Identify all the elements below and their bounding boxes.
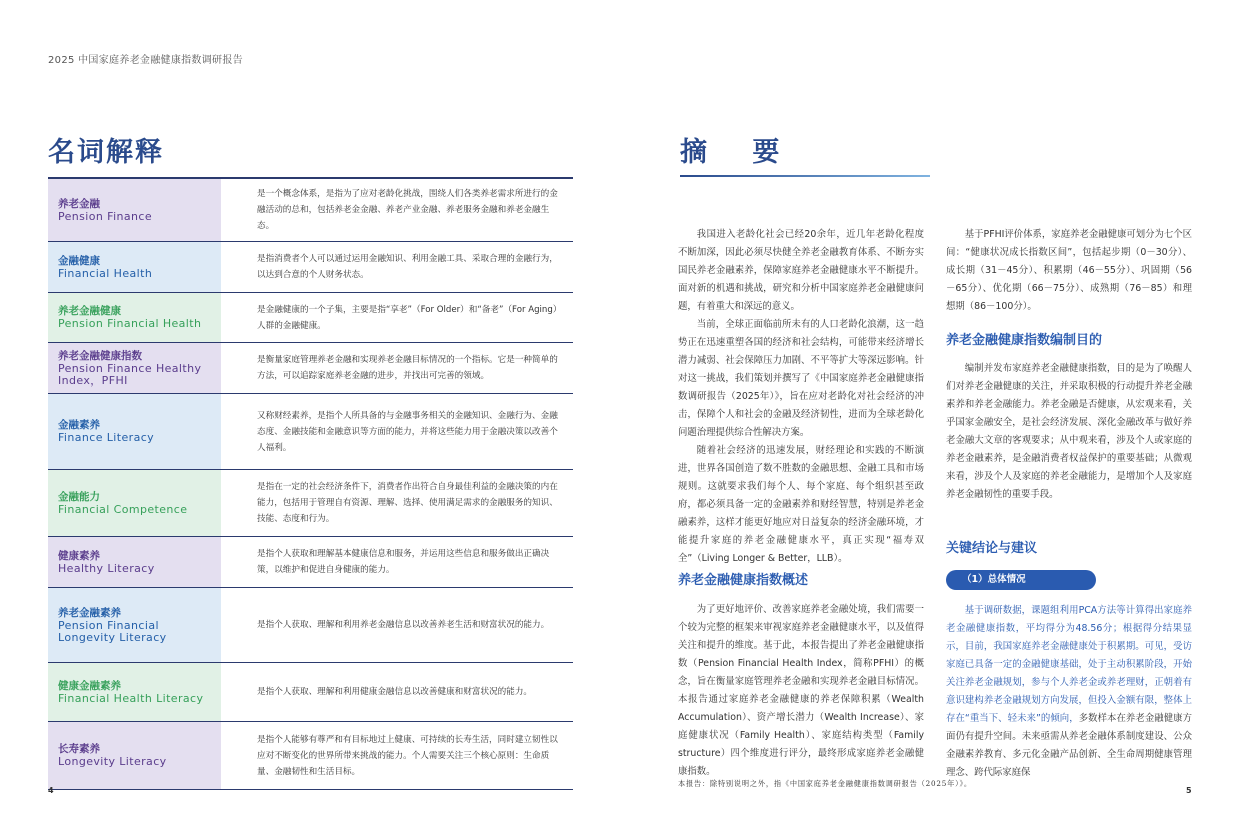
- term-cell: [48, 537, 221, 587]
- footnote: 本报告：除特别说明之外，指《中国家庭养老金融健康指数调研报告（2025年）》。: [678, 779, 972, 788]
- term-definition: 是指个人获取和理解基本健康信息和服务，并运用这些信息和服务做出正确决策，以维护和促进自身健康的能力。: [257, 549, 550, 575]
- term-cell: [48, 394, 221, 469]
- glossary-title: 名词解释: [48, 137, 164, 168]
- glossary-row: [48, 537, 573, 588]
- intro-paragraph-1: 我国进入老龄化社会已经20余年，近几年老龄化程度不断加深，因此必须尽快健全养老金融教育体系、不断夯实国民养老金融素养，保障家庭养老金融健康水平不断提升。面对新的机遇和挑战，研究和分析中国家庭养老金融健康问题，有着重大和深远的意义。: [678, 229, 924, 312]
- section-heading-conclusions: 关键结论与建议: [946, 541, 1038, 556]
- purpose-paragraph: 编制并发布家庭养老金融健康指数，目的是为了唤醒人们对养老金融健康的关注，并采取积极的行动提升养老金融素养和养老金融能力。养老金融是否健康，从宏观来看，关乎国家金融安全，是社会经济发展、深化金融改革与做好养老金融大文章的客观要求；从中观来看，涉及个人或家庭的养老金融素养，是金融消费者权益保护的重要基础；从微观来看，涉及个人及家庭的养老金融能力，是增加个人及家庭养老金融韧性的重要手段。: [946, 363, 1192, 500]
- title-underline: [680, 175, 930, 177]
- term-definition: 是指消费者个人可以通过运用金融知识、利用金融工具、采取合理的金融行为，以达到合意的个人财务状态。: [257, 254, 558, 280]
- term-english: Financial Competence: [58, 502, 188, 516]
- glossary-row: [48, 394, 573, 470]
- term-cell: [48, 588, 221, 662]
- term-chinese: 金融健康: [58, 254, 100, 267]
- glossary-table: [48, 177, 573, 790]
- term-chinese: 健康金融素养: [58, 679, 121, 692]
- term-english: Pension Financial Health: [58, 317, 202, 330]
- term-definition: 是指个人获取、理解和利用养老金融信息以改善养老生活和财富状况的能力。: [257, 620, 550, 630]
- term-chinese: 金融能力: [58, 490, 100, 503]
- overall-situation-pill: （1）总体情况: [946, 570, 1096, 590]
- conclusion-rest: 多数样本在养老金融健康方面仍有提升空间。未来亟需从养老金融体系制度建设、公众金融素养教育、多元化金融产品创新、全生命周期健康管理理念、跨代际家庭保: [946, 713, 1192, 778]
- intro-paragraph-2: 当前，全球正面临前所未有的人口老龄化浪潮，这一趋势正在迅速重塑各国的经济和社会结构，可能带来经济增长潜力减弱、社会保障压力加剧、不平等扩大等深远影响。针对这一挑战，我们策划并撰写了《中国家庭养老金融健康指数调研报告（2025年）》，旨在应对老龄化对社会经济的冲击，保障个人和社会的金融及经济韧性，进而为全球老龄化问题治理提供综合性解决方案。: [678, 319, 924, 438]
- conclusion-highlight: 基于调研数据，课题组利用PCA方法等计算得出家庭养老金融健康指数，平均得分为48.56分；根据得分结果显示，目前，我国家庭养老金融健康处于积累期。可见，受访家庭已具备一定的金融健康基础，处于主动积累阶段，开始关注养老金融规划，参与个人养老金或养老理财，正朝着有意识建构养老金融规划方向发展，但投入金额有限，整体上存在“重当下、轻未来”的倾向，: [946, 605, 1192, 724]
- glossary-row: [48, 663, 573, 722]
- term-definition: 是指个人获取、理解和利用健康金融信息以改善健康和财富状况的能力。: [257, 687, 533, 697]
- term-definition: 是一个概念体系，是指为了应对老龄化挑战，围绕人们各类养老需求所进行的金融活动的总和，包括养老金金融、养老产业金融、养老服务金融和养老金融生态。: [257, 189, 558, 231]
- term-chinese: 养老金融: [58, 197, 100, 210]
- glossary-row: [48, 242, 573, 293]
- term-cell: [48, 242, 221, 292]
- term-chinese: 金融素养: [58, 419, 100, 431]
- term-definition: 又称财经素养，是指个人所具备的与金融事务相关的金融知识、金融行为、金融态度、金融技能和金融意识等方面的能力，并将这些能力用于金融决策以改善个人福利。: [257, 410, 558, 453]
- term-chinese: 养老金融健康: [58, 305, 121, 317]
- summary-title: 摘 要: [680, 137, 798, 168]
- term-cell: [48, 470, 221, 536]
- term-chinese: 健康素养: [58, 549, 100, 562]
- glossary-row: [48, 470, 573, 537]
- term-english: Pension Financial Longevity Literacy: [58, 618, 167, 644]
- term-english: Longevity Literacy: [58, 755, 167, 768]
- term-cell: [48, 179, 221, 241]
- conclusion-paragraph: [946, 602, 1192, 782]
- term-chinese: 养老金融健康指数: [58, 349, 142, 362]
- term-english: Healthy Literacy: [58, 561, 155, 575]
- term-english: Pension Finance Healthy Index，PFHI: [58, 361, 202, 387]
- term-definition: 是金融健康的一个子集，主要是指“享老”（For Older）和“备老”（For Aging）人群的金融健康。: [257, 304, 562, 331]
- glossary-row: [48, 293, 573, 343]
- page-number-right: 5: [1186, 786, 1192, 795]
- glossary-row: [48, 722, 573, 790]
- term-english: Financial Health Literacy: [58, 691, 204, 705]
- term-cell: [48, 343, 221, 393]
- term-english: Pension Finance: [58, 209, 153, 223]
- intro-paragraph-3: 随着社会经济的迅速发展，财经理论和实践的不断演进，世界各国创造了数不胜数的金融思想、金融工具和市场规则。这就要求我们每个人、每个家庭、每个组织甚至政府，都必须具备一定的金融素养和财经智慧，特别是养老金融素养，这样才能更好地应对日益复杂的经济金融环境，才能提升家庭的养老金融健康水平，真正实现“福寿双全”（Living Longer & Better，LLB）。: [678, 445, 924, 564]
- term-chinese: 养老金融素养: [58, 606, 121, 619]
- term-chinese: 长寿素养: [58, 743, 100, 755]
- term-english: Finance Literacy: [58, 431, 155, 444]
- glossary-row: [48, 588, 573, 663]
- overview-paragraph: 为了更好地评价、改善家庭养老金融处境，我们需要一个较为完整的框架来审视家庭养老金融健康水平，以及值得关注和提升的维度。基于此，本报告提出了养老金融健康指数（Pension Financial Health Index，简称PFHI）的概念，旨在衡量家庭管理养老金融和实现养老金融目标情况。本报告通过家庭养老金融健康的养老保障积累（Wealth Accumulation）、资产增长潜力（Wealth Increase）、家庭健康状况（Family Health）、家庭结构类型（Family structure）四个维度进行评分，最终形成家庭养老金融健康指数。: [678, 604, 924, 777]
- term-english: Financial Health: [58, 266, 153, 280]
- term-cell: [48, 663, 221, 721]
- term-cell: [48, 293, 221, 342]
- term-cell: [48, 722, 221, 789]
- page-number-left: 4: [48, 786, 54, 795]
- section-heading-purpose: 养老金融健康指数编制目的: [946, 333, 1103, 348]
- running-header: 2025 中国家庭养老金融健康指数调研报告: [48, 55, 243, 66]
- ranges-paragraph: 基于PFHI评价体系，家庭养老金融健康可划分为七个区间：“健康状况成长指数区间”，包括起步期（0－30分）、成长期（31－45分）、积累期（46－55分）、巩固期（56－65分）、优化期（66－75分）、成熟期（76－85）和理想期（86－100分）。: [946, 229, 1192, 312]
- term-definition: 是衡量家庭管理养老金融和实现养老金融目标情况的一个指标。它是一种简单的方法，可以追踪家庭养老金融的进步，并找出可完善的领域。: [257, 355, 558, 381]
- glossary-row: [48, 343, 573, 394]
- term-definition: 是指个人能够有尊严和有目标地过上健康、可持续的长寿生活，同时建立韧性以应对不断变化的世界所带来挑战的能力。个人需要关注三个核心原则：生命质量、金融韧性和生活目标。: [257, 734, 558, 777]
- term-definition: 是指在一定的社会经济条件下，消费者作出符合自身最佳利益的金融决策的内在能力，包括用于管理自有资源、理解、选择、使用满足需求的金融服务的知识、技能、态度和行为。: [257, 482, 558, 524]
- glossary-row: [48, 179, 573, 242]
- section-heading-overview: 养老金融健康指数概述: [678, 573, 809, 588]
